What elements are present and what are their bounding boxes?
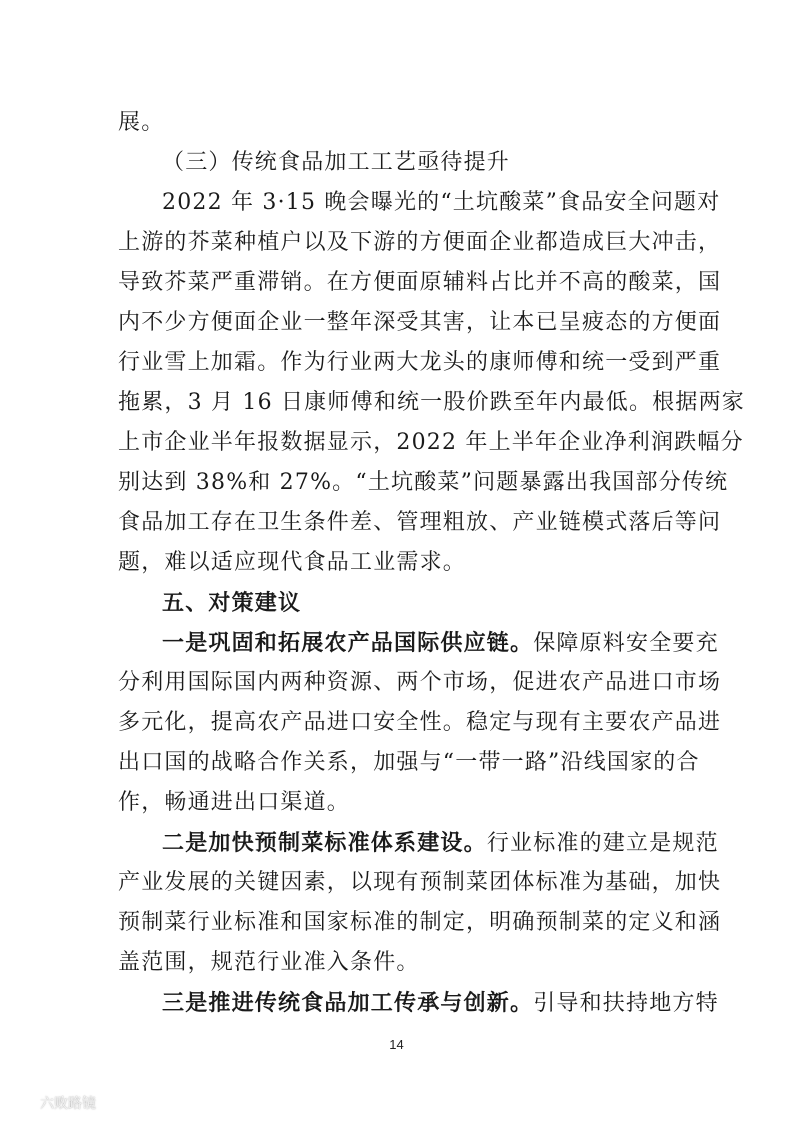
section-heading-5: 五、对策建议 bbox=[162, 590, 302, 616]
page-number: 14 bbox=[389, 1037, 404, 1052]
paragraph-line: 导致芥菜严重滞销。在方便面原辅料占比并不高的酸菜，国 bbox=[118, 270, 722, 295]
paragraph-line: 上市企业半年报数据显示，2022 年上半年企业净利润跌幅分 bbox=[118, 430, 744, 455]
paragraph-line bbox=[162, 988, 719, 1018]
paragraph-line: 内不少方便面企业一整年深受其害，让本已呈疲态的方便面 bbox=[118, 310, 722, 335]
paragraph-line: 产业发展的关键因素，以现有预制菜团体标准为基础，加快 bbox=[118, 870, 722, 895]
paragraph-line: 2022 年 3·15 晚会曝光的“土坑酸菜”食品安全问题对 bbox=[162, 190, 721, 215]
watermark bbox=[8, 1092, 96, 1114]
paragraph-line: 预制菜行业标准和国家标准的制定，明确预制菜的定义和涵 bbox=[118, 910, 722, 935]
paragraph-text: 引导和扶持地方特 bbox=[533, 991, 719, 1016]
bold-lead-2: 二是加快预制菜标准体系建设。 bbox=[162, 830, 487, 856]
paragraph-line: 别达到 38%和 27%。“土坑酸菜”问题暴露出我国部分传统 bbox=[118, 470, 729, 495]
watermark-logo-icon bbox=[8, 1094, 34, 1112]
paragraph-line: 多元化，提高农产品进口安全性。稳定与现有主要农产品进 bbox=[118, 710, 722, 735]
paragraph-line bbox=[162, 628, 719, 658]
paragraph-line: 盖范围，规范行业准入条件。 bbox=[118, 950, 420, 975]
paragraph-line: 食品加工存在卫生条件差、管理粗放、产业链模式落后等问 bbox=[118, 510, 722, 535]
paragraph-text: 保障原料安全要充 bbox=[533, 631, 719, 656]
section-heading-3: （三）传统食品加工工艺亟待提升 bbox=[162, 150, 511, 175]
paragraph-line: 行业雪上加霜。作为行业两大龙头的康师傅和统一受到严重 bbox=[118, 350, 722, 375]
paragraph-line: 作，畅通进出口渠道。 bbox=[118, 790, 351, 815]
watermark-text: 六败路镜 bbox=[40, 1096, 96, 1112]
bold-lead-1: 一是巩固和拓展农产品国际供应链。 bbox=[162, 630, 534, 656]
paragraph-line: 分利用国际国内两种资源、两个市场，促进农产品进口市场 bbox=[118, 670, 722, 695]
paragraph-line: 上游的芥菜种植户以及下游的方便面企业都造成巨大冲击， bbox=[118, 230, 722, 255]
paragraph-line: 展。 bbox=[118, 110, 165, 135]
paragraph-text: 行业标准的建立是规范 bbox=[486, 831, 719, 856]
bold-lead-3: 三是推进传统食品加工传承与创新。 bbox=[162, 990, 534, 1016]
paragraph-line: 拖累，3 月 16 日康师傅和统一股价跌至年内最低。根据两家 bbox=[118, 390, 745, 415]
paragraph-line bbox=[162, 828, 719, 858]
paragraph-line: 题，难以适应现代食品工业需求。 bbox=[118, 550, 467, 575]
paragraph-line: 出口国的战略合作关系，加强与“一带一路”沿线国家的合 bbox=[118, 750, 700, 775]
